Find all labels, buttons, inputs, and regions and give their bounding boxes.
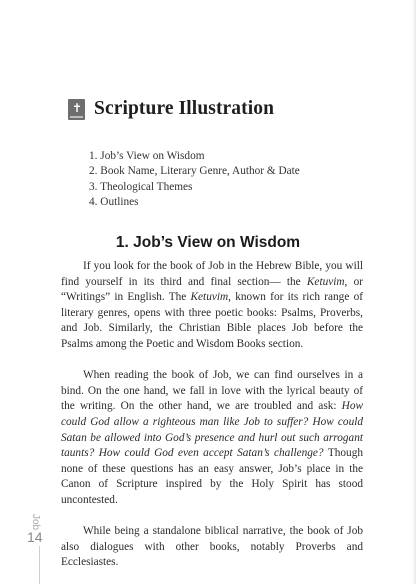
bible-cross-icon: ✝ — [68, 99, 85, 120]
section-header — [68, 97, 274, 121]
page-number: 14 — [27, 529, 43, 545]
page-edge — [412, 0, 416, 584]
paragraph-3: While being a standalone biblical narrative, the book of Job also dialogues with other books, notably Proverbs and Ecclesiastes. — [61, 525, 363, 569]
toc-item: 1. Job’s View on Wisdom — [89, 150, 205, 162]
toc-item: 2. Book Name, Literary Genre, Author & Date — [89, 165, 300, 178]
toc-item: 3. Theological Themes — [89, 180, 193, 193]
text-run: If you look for the book of Job in the Hebrew Bible, you will find yourself in its third and final section— the — [61, 260, 363, 288]
chapter-heading: 1. Job’s View on Wisdom — [115, 234, 301, 251]
paragraph-2 — [61, 368, 363, 508]
toc-item: 4. Outlines — [89, 196, 139, 209]
margin-rule — [39, 546, 40, 584]
text-run: , known for its rich range of literary genres, opens with three poetic books: Psalms, Proverbs, and Job. Similarly, the Christian Bible places Job before the Psalms among the Poetic and Wisdom Books section. — [61, 291, 363, 350]
italic-term: Ketuvim — [190, 291, 229, 304]
running-head: Job — [30, 514, 41, 531]
table-of-contents — [89, 149, 300, 211]
italic-questions: How could God allow a righteous man like Job to suffer? How could Satan be allowed into God’s presence and hurl out such arrogant taunts? How could God even accept Satan’s challenge? — [61, 400, 363, 460]
text-run: Though none of these questions has an easy answer, Job’s place in the Canon of Scripture inspired by the Holy Spirit has stood uncontested. — [61, 447, 363, 506]
text-run: When reading the book of Job, we can find ourselves in a bind. On the one hand, we fall in love with the lyrical beauty of the writing. On the other hand, we are troubled and ask: — [61, 369, 363, 413]
paragraph-1 — [61, 259, 363, 353]
section-title: Scripture Illustration — [94, 98, 275, 119]
text-run: or “Writings” in English. The — [61, 275, 363, 304]
body-text — [61, 259, 363, 571]
italic-term: Ketuvim, — [306, 275, 348, 288]
